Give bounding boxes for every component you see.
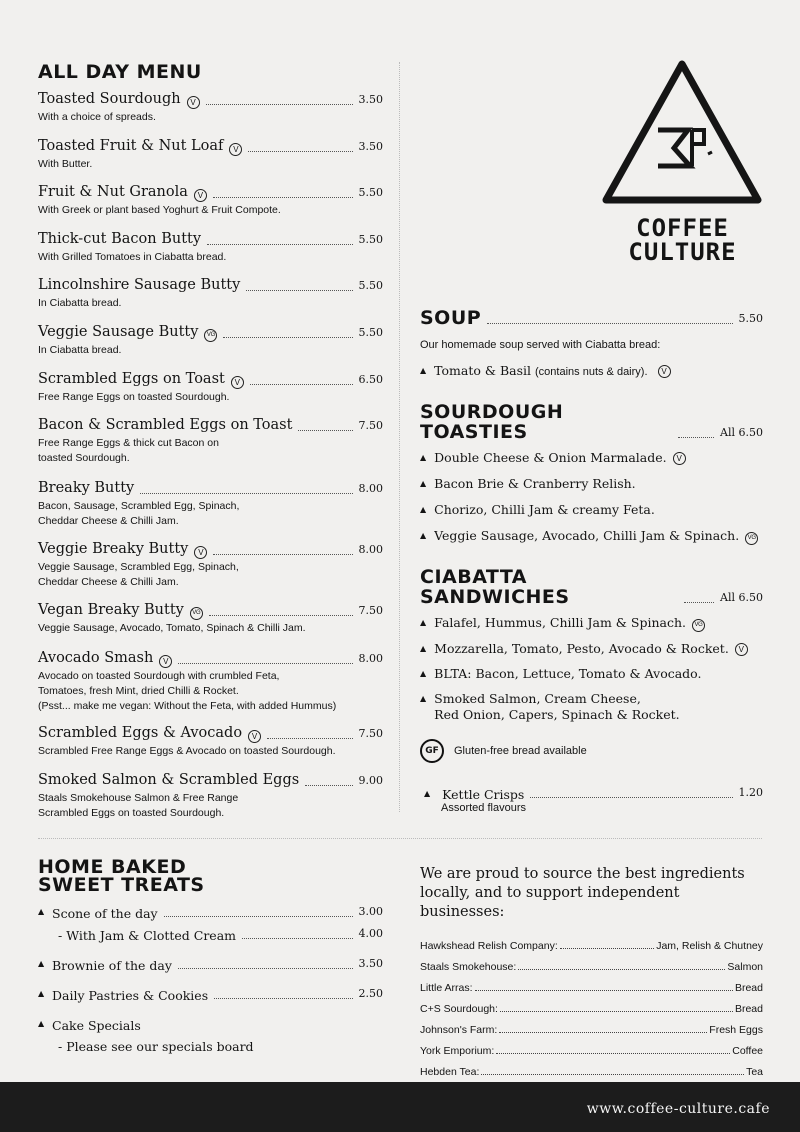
- ciabatta-price: All 6.50: [720, 591, 763, 604]
- supplier-row: [420, 1036, 763, 1057]
- menu-item: [38, 90, 383, 125]
- sandwich-item: [420, 502, 763, 518]
- menu-item-name: Veggie Breaky Butty: [38, 541, 189, 557]
- triangle-bullet-icon: ▲: [420, 531, 427, 540]
- supplier-product: Fresh Eggs: [709, 1024, 763, 1036]
- supplier-product: Jam, Relish & Chutney: [656, 940, 763, 952]
- vegetarian-badge-icon: V: [159, 655, 172, 668]
- kettle-crisps-price: 1.20: [738, 786, 763, 799]
- sandwich-item: [420, 641, 763, 657]
- menu-item-description: toasted Sourdough.: [38, 452, 130, 464]
- menu-item-description: With a choice of spreads.: [38, 111, 156, 123]
- treat-item: [38, 903, 383, 921]
- all-day-menu-heading: ALL DAY MENU: [38, 61, 202, 83]
- sweet-treats-heading: [38, 858, 383, 894]
- logo-text-line2: CULTURE: [628, 238, 737, 266]
- soup-item: [420, 363, 763, 380]
- sandwich-item-text: BLTA: Bacon, Lettuce, Tomato & Avocado.: [434, 666, 702, 681]
- triangle-bullet-icon: ▲: [420, 618, 427, 627]
- sandwich-item-text: Smoked Salmon, Cream Cheese,: [434, 691, 641, 706]
- supplier-name: Hebden Tea:: [420, 1066, 480, 1078]
- menu-item: [38, 416, 383, 466]
- triangle-bullet-icon: ▲: [38, 959, 45, 968]
- vegan-badge-icon: VG: [204, 329, 217, 342]
- sandwich-item-text: Double Cheese & Onion Marmalade.: [434, 450, 667, 465]
- supplier-product: Bread: [734, 982, 763, 994]
- supplier-name: York Emporium:: [420, 1045, 495, 1057]
- soup-description: Our homemade soup served with Ciabatta bread:: [420, 339, 661, 351]
- triangle-bullet-icon: ▲: [420, 644, 427, 653]
- treat-item-name: Cake Specials: [52, 1018, 141, 1033]
- coffee-culture-logo: [600, 58, 765, 268]
- supplier-row: [420, 1057, 763, 1078]
- menu-item-description: Veggie Sausage, Avocado, Tomato, Spinach & Chilli Jam.: [38, 622, 306, 634]
- menu-item: [38, 230, 383, 265]
- treat-item-price: 4.00: [358, 927, 383, 940]
- website-link[interactable]: www.coffee-culture.cafe: [586, 1101, 770, 1117]
- supplier-name: Hawkshead Relish Company:: [420, 940, 558, 952]
- treat-item-name: Daily Pastries & Cookies: [52, 988, 209, 1003]
- menu-item: [38, 183, 383, 218]
- kettle-crisps-item: [420, 785, 763, 814]
- menu-item-name: Toasted Fruit & Nut Loaf: [38, 138, 224, 154]
- menu-item-description: Tomatoes, fresh Mint, dried Chilli & Rocket.: [38, 685, 239, 697]
- menu-item: [38, 479, 383, 529]
- toasties-heading: SOURDOUGH TOASTIES: [420, 401, 564, 443]
- menu-item-description: Staals Smokehouse Salmon & Free Range: [38, 792, 239, 804]
- triangle-bullet-icon: ▲: [38, 1019, 45, 1028]
- vegan-badge-icon: VG: [745, 532, 758, 545]
- sandwich-item: [420, 476, 763, 492]
- menu-item-price: 8.00: [358, 652, 383, 665]
- menu-item: [38, 323, 383, 358]
- treat-item-name: - Please see our specials board: [58, 1039, 254, 1054]
- menu-item-name: Scrambled Eggs on Toast: [38, 371, 225, 387]
- kettle-crisps-name: Kettle Crisps: [442, 787, 525, 802]
- gluten-free-badge-icon: GF: [420, 739, 444, 763]
- vegetarian-badge-icon: V: [735, 643, 748, 656]
- logo-text-line1: COFFEE: [636, 214, 729, 242]
- vegan-badge-icon: VG: [692, 619, 705, 632]
- menu-item-price: 7.50: [358, 727, 383, 740]
- menu-item-price: 5.50: [358, 186, 383, 199]
- menu-item-price: 7.50: [358, 419, 383, 432]
- section-divider: [38, 838, 762, 839]
- menu-item-name: Thick-cut Bacon Butty: [38, 231, 202, 247]
- menu-item-description: Bacon, Sausage, Scrambled Egg, Spinach,: [38, 500, 240, 512]
- triangle-bullet-icon: ▲: [38, 907, 45, 916]
- vegetarian-badge-icon: V: [673, 452, 686, 465]
- supplier-product: Tea: [746, 1066, 763, 1078]
- triangle-bullet-icon: ▲: [420, 669, 427, 678]
- treat-item: [38, 985, 383, 1003]
- treat-item-price: 3.00: [358, 905, 383, 918]
- supplier-row: [420, 952, 763, 973]
- gluten-free-note: [420, 739, 763, 763]
- supplier-row: [420, 931, 763, 952]
- sourcing-intro-line1: We are proud to source the best ingredients: [420, 866, 745, 882]
- treat-item-price: 2.50: [358, 987, 383, 1000]
- treat-item-price: 3.50: [358, 957, 383, 970]
- sandwich-item-text: Mozzarella, Tomato, Pesto, Avocado & Rocket.: [434, 641, 729, 656]
- supplier-product: Coffee: [732, 1045, 763, 1057]
- sandwich-item: [420, 450, 763, 466]
- triangle-bullet-icon: ▲: [420, 694, 427, 703]
- sandwich-item: [420, 691, 763, 723]
- menu-item-description: With Greek or plant based Yoghurt & Fruit Compote.: [38, 204, 281, 216]
- menu-item-description: Cheddar Cheese & Chilli Jam.: [38, 576, 179, 588]
- menu-item-description: With Butter.: [38, 158, 93, 170]
- vegetarian-badge-icon: V: [194, 189, 207, 202]
- vegetarian-badge-icon: V: [658, 365, 671, 378]
- supplier-row: [420, 973, 763, 994]
- footer-bar: [0, 1082, 800, 1132]
- menu-item-name: Fruit & Nut Granola: [38, 184, 188, 200]
- kettle-crisps-desc: Assorted flavours: [441, 802, 526, 814]
- soup-heading: SOUP: [420, 307, 482, 329]
- menu-item: [38, 137, 383, 172]
- triangle-bullet-icon: ▲: [420, 479, 427, 488]
- sandwich-item-text: Bacon Brie & Cranberry Relish.: [434, 476, 636, 491]
- sandwich-item: [420, 666, 763, 682]
- treat-item-name: Brownie of the day: [52, 958, 172, 973]
- menu-item-description: Avocado on toasted Sourdough with crumbled Feta,: [38, 670, 280, 682]
- supplier-product: Bread: [734, 1003, 763, 1015]
- sandwich-item: [420, 615, 763, 632]
- treat-item: [38, 1036, 383, 1054]
- sweet-treats-heading-line1: HOME BAKED: [38, 856, 187, 878]
- triangle-bullet-icon: ▲: [420, 505, 427, 514]
- triangle-bullet-icon: ▲: [420, 453, 427, 462]
- menu-item-price: 7.50: [358, 604, 383, 617]
- menu-item: [38, 724, 383, 759]
- menu-item-name: Scrambled Eggs & Avocado: [38, 725, 243, 741]
- triangle-bullet-icon: ▲: [38, 989, 45, 998]
- toasties-section: [420, 401, 763, 545]
- menu-item-name: Avocado Smash: [38, 650, 154, 666]
- menu-item-description: Cheddar Cheese & Chilli Jam.: [38, 515, 179, 527]
- sourcing-section: [420, 865, 763, 1078]
- vegan-badge-icon: VG: [190, 607, 203, 620]
- supplier-row: [420, 994, 763, 1015]
- vegetarian-badge-icon: V: [248, 730, 261, 743]
- sandwich-item-text: Falafel, Hummus, Chilli Jam & Spinach.: [434, 615, 686, 630]
- sandwich-item-text: Red Onion, Capers, Spinach & Rocket.: [434, 707, 680, 722]
- menu-item: [38, 540, 383, 590]
- treat-item-name: Scone of the day: [52, 906, 158, 921]
- sandwich-item-text: Chorizo, Chilli Jam & creamy Feta.: [434, 502, 655, 517]
- logo-triangle-icon: [600, 58, 765, 208]
- menu-item-name: Vegan Breaky Butty: [38, 602, 184, 618]
- soup-item-name: Tomato & Basil: [434, 363, 532, 378]
- gluten-free-text: Gluten-free bread available: [454, 745, 587, 757]
- menu-item-price: 9.00: [358, 774, 383, 787]
- ciabatta-heading: CIABATTA SANDWICHES: [420, 566, 570, 608]
- soup-section: [420, 306, 763, 380]
- menu-item-name: Toasted Sourdough: [38, 91, 181, 107]
- menu-item-description: Scrambled Free Range Eggs & Avocado on toasted Sourdough.: [38, 745, 336, 757]
- menu-item-description: Free Range Eggs & thick cut Bacon on: [38, 437, 219, 449]
- menu-item-description: With Grilled Tomatoes in Ciabatta bread.: [38, 251, 227, 263]
- menu-item: [38, 649, 383, 714]
- menu-item-name: Veggie Sausage Butty: [38, 324, 199, 340]
- menu-item-price: 3.50: [358, 140, 383, 153]
- vegetarian-badge-icon: V: [231, 376, 244, 389]
- vegetarian-badge-icon: V: [229, 143, 242, 156]
- treat-item-name: - With Jam & Clotted Cream: [58, 928, 237, 943]
- menu-item-name: Smoked Salmon & Scrambled Eggs: [38, 772, 300, 788]
- sandwich-item: [420, 528, 763, 545]
- toasties-price: All 6.50: [720, 426, 763, 439]
- soup-price: 5.50: [738, 312, 763, 325]
- supplier-name: Little Arras:: [420, 982, 473, 994]
- menu-item-price: 5.50: [358, 326, 383, 339]
- menu-item-price: 8.00: [358, 482, 383, 495]
- menu-item-name: Bacon & Scrambled Eggs on Toast: [38, 417, 293, 433]
- menu-item-price: 8.00: [358, 543, 383, 556]
- sandwich-item-text: Veggie Sausage, Avocado, Chilli Jam & Spinach.: [434, 528, 740, 543]
- menu-item-price: 6.50: [358, 373, 383, 386]
- menu-item-price: 5.50: [358, 233, 383, 246]
- sourcing-intro-line2: locally, and to support independent businesses:: [420, 885, 680, 920]
- vegetarian-badge-icon: V: [187, 96, 200, 109]
- menu-item-price: 5.50: [358, 279, 383, 292]
- supplier-name: C+S Sourdough:: [420, 1003, 498, 1015]
- column-divider: [399, 62, 400, 812]
- supplier-product: Salmon: [727, 961, 763, 973]
- menu-item: [38, 771, 383, 821]
- treat-item: [38, 955, 383, 973]
- menu-item-price: 3.50: [358, 93, 383, 106]
- menu-item-description: (Psst... make me vegan: Without the Feta, with added Hummus): [38, 700, 337, 712]
- menu-item: [38, 601, 383, 636]
- treat-item: [38, 925, 383, 943]
- supplier-row: [420, 1015, 763, 1036]
- menu-item-description: Scrambled Eggs on toasted Sourdough.: [38, 807, 225, 819]
- supplier-name: Staals Smokehouse:: [420, 961, 517, 973]
- ciabatta-section: [420, 566, 763, 814]
- vegetarian-badge-icon: V: [194, 546, 207, 559]
- menu-item: [38, 370, 383, 405]
- menu-item-description: Free Range Eggs on toasted Sourdough.: [38, 391, 230, 403]
- triangle-bullet-icon: ▲: [420, 366, 427, 375]
- treat-item: [38, 1015, 383, 1033]
- triangle-bullet-icon: ▲: [424, 789, 431, 798]
- menu-item-name: Breaky Butty: [38, 480, 135, 496]
- menu-item-name: Lincolnshire Sausage Butty: [38, 277, 241, 293]
- menu-item-description: In Ciabatta bread.: [38, 297, 122, 309]
- menu-item-description: In Ciabatta bread.: [38, 344, 122, 356]
- sweet-treats-section: [38, 858, 383, 1054]
- sweet-treats-heading-line2: SWEET TREATS: [38, 874, 205, 896]
- menu-item-description: Veggie Sausage, Scrambled Egg, Spinach,: [38, 561, 239, 573]
- soup-item-note: (contains nuts & dairy).: [535, 366, 648, 378]
- supplier-name: Johnson's Farm:: [420, 1024, 498, 1036]
- menu-item: [38, 276, 383, 311]
